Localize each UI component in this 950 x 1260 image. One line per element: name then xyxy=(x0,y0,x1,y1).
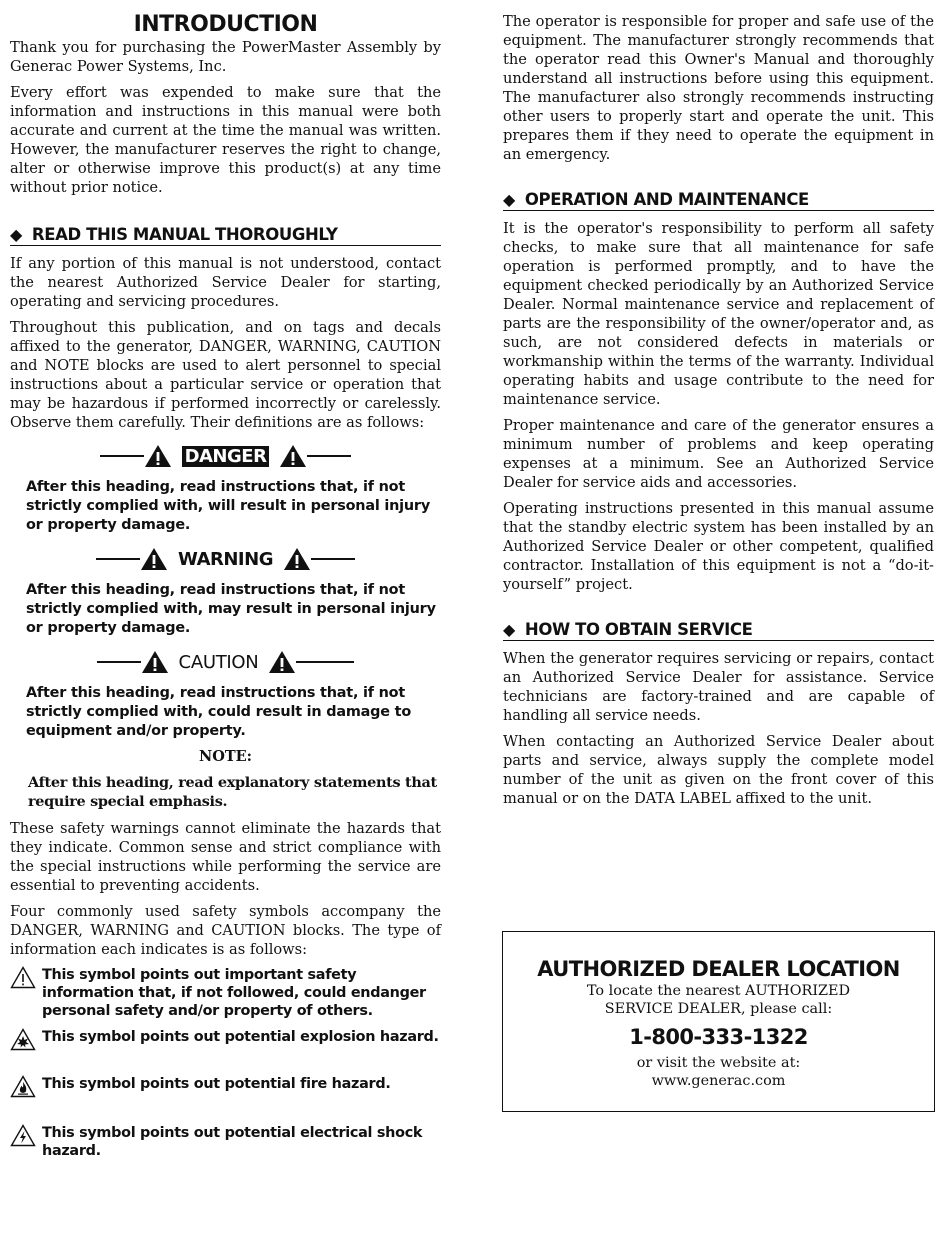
warning-triangle-icon xyxy=(10,966,36,989)
warning-description: After this heading, read instructions that, if not strictly complied with, may result in personal injury or property damage. xyxy=(26,582,436,636)
operation-paragraph-2: Proper maintenance and care of the generator ensures a minimum number of problems and keep operating expenses at a minimum. See an Authorized Service Dealer for service aids and accessories. xyxy=(503,417,934,491)
operation-paragraph-1: It is the operator's responsibility to perform all safety checks, to make sure that all maintenance for safe operation is performed promptly, and to have the equipment checked periodically by an Authorized Service Dealer. Normal maintenance service and replacement of parts are the responsibility of the owner/operator and, as such, are not considered defects in materials or workmanship within the terms of the warranty. Individual operating habits and usage contribute to the need for maintenance service. xyxy=(503,220,934,408)
intro-paragraph-1: Thank you for purchasing the PowerMaster Assembly by Generac Power Systems, Inc. xyxy=(10,39,441,75)
dealer-line-3: or visit the website at: xyxy=(636,1055,801,1071)
dealer-line-2: SERVICE DEALER, please call: xyxy=(604,1001,833,1017)
intro-paragraph-2: Every effort was expended to make sure that the information and instructions in this manual were both accurate and current at the time the manual was written. However, the manufacturer reserves the right to change, alter or otherwise improve this product(s) at any time without prior notice. xyxy=(10,84,441,196)
operation-paragraph-3: Operating instructions presented in this manual assume that the standby electric system has been installed by an Authorized Service Dealer or other competent, qualified contractor. Installation of this equipment is not a “do-it-yourself” project. xyxy=(503,500,934,593)
read-manual-heading-text: READ THIS MANUAL THOROUGHLY xyxy=(31,225,338,244)
diamond-bullet-icon: ◆ xyxy=(503,190,515,209)
diamond-bullet-icon: ◆ xyxy=(503,620,515,639)
danger-heading xyxy=(10,442,441,470)
right-column xyxy=(503,12,934,815)
warning-heading xyxy=(10,545,441,573)
operation-maintenance-heading xyxy=(503,190,934,211)
left-column xyxy=(10,12,441,1160)
symbol-row-electrical xyxy=(10,1124,441,1160)
symbol-row-explosion xyxy=(10,1028,441,1051)
caution-heading xyxy=(10,648,441,676)
danger-description: After this heading, read instructions that, if not strictly complied with, will result in personal injury or property damage. xyxy=(26,479,431,533)
danger-alert-icon xyxy=(144,444,172,468)
dealer-website[interactable]: www.generac.com xyxy=(651,1073,786,1089)
obtain-service-heading xyxy=(503,620,934,641)
caution-alert-icon xyxy=(141,650,169,674)
read-manual-heading xyxy=(10,225,441,246)
diamond-bullet-icon: ◆ xyxy=(10,225,22,244)
danger-label: DANGER xyxy=(182,446,270,467)
caution-label: CAUTION xyxy=(178,651,259,673)
operator-paragraph: The operator is responsible for proper and safe use of the equipment. The manufacturer strongly recommends that the operator read this Owner's Manual and thoroughly understand all instructions before using this equipment. The manufacturer also strongly recommends instructing other users to properly start and operate the unit. This prepares them if they need to operate the equipment in an emergency. xyxy=(503,13,934,163)
read-paragraph-1: If any portion of this manual is not understood, contact the nearest Authorized Service Dealer for starting, operating and servicing procedures. xyxy=(10,255,441,310)
operation-maintenance-heading-text: OPERATION AND MAINTENANCE xyxy=(524,190,809,209)
warning-rule-left xyxy=(96,558,140,560)
safety-paragraph-2: Four commonly used safety symbols accompany the DANGER, WARNING and CAUTION blocks. The type of information each indicates is as follows: xyxy=(10,903,441,958)
service-paragraph-2: When contacting an Authorized Service Dealer about parts and service, always supply the complete model number of the unit as given on the front cover of this manual or on the DATA LABEL affixed to the unit. xyxy=(503,733,934,807)
authorized-dealer-box xyxy=(502,931,935,1112)
caution-description: After this heading, read instructions that, if not strictly complied with, could result in damage to equipment and/or property. xyxy=(26,685,412,739)
obtain-service-heading-text: HOW TO OBTAIN SERVICE xyxy=(524,620,753,639)
explosion-hazard-icon xyxy=(10,1028,36,1051)
dealer-title: AUTHORIZED DEALER LOCATION xyxy=(537,957,900,981)
electrical-shock-icon xyxy=(10,1124,36,1147)
page-title: INTRODUCTION xyxy=(133,12,318,37)
caution-rule-left xyxy=(97,661,141,663)
read-paragraph-2: Throughout this publication, and on tags and decals affixed to the generator, DANGER, WARNING, CAUTION and NOTE blocks are used to alert personnel to special instructions about a particular service or operation that may be hazardous if performed incorrectly or carelessly. Observe them carefully. Their definitions are as follows: xyxy=(10,319,441,431)
safety-paragraph-1: These safety warnings cannot eliminate the hazards that they indicate. Common sense and strict compliance with the special instructions while performing the service are essential to preventing accidents. xyxy=(10,820,441,894)
symbol-safety-text: This symbol points out important safety information that, if not followed, could endanger personal safety and/or property of others. xyxy=(42,967,426,1019)
dealer-phone[interactable]: 1-800-333-1322 xyxy=(629,1025,808,1049)
note-label: NOTE: xyxy=(198,748,253,765)
symbol-explosion-text: This symbol points out potential explosion hazard. xyxy=(42,1029,439,1045)
symbol-fire-text: This symbol points out potential fire hazard. xyxy=(42,1076,391,1092)
caution-rule-right xyxy=(296,661,354,663)
fire-hazard-icon xyxy=(10,1075,36,1098)
dealer-line-1: To locate the nearest AUTHORIZED xyxy=(586,983,851,999)
caution-alert-icon-right xyxy=(268,650,296,674)
note-description: After this heading, read explanatory statements that require special emphasis. xyxy=(28,774,437,810)
service-paragraph-1: When the generator requires servicing or repairs, contact an Authorized Service Dealer for assistance. Service technicians are factory-trained and are capable of handling all service needs. xyxy=(503,650,934,724)
warning-rule-right xyxy=(311,558,355,560)
symbol-row-fire xyxy=(10,1075,441,1098)
warning-alert-icon xyxy=(140,547,168,571)
warning-label: WARNING xyxy=(178,548,273,570)
symbol-electrical-text: This symbol points out potential electrical shock hazard. xyxy=(42,1125,423,1159)
symbol-row-safety xyxy=(10,966,441,1020)
danger-rule-left xyxy=(100,455,144,457)
danger-rule-right xyxy=(307,455,351,457)
danger-alert-icon-right xyxy=(279,444,307,468)
warning-alert-icon-right xyxy=(283,547,311,571)
